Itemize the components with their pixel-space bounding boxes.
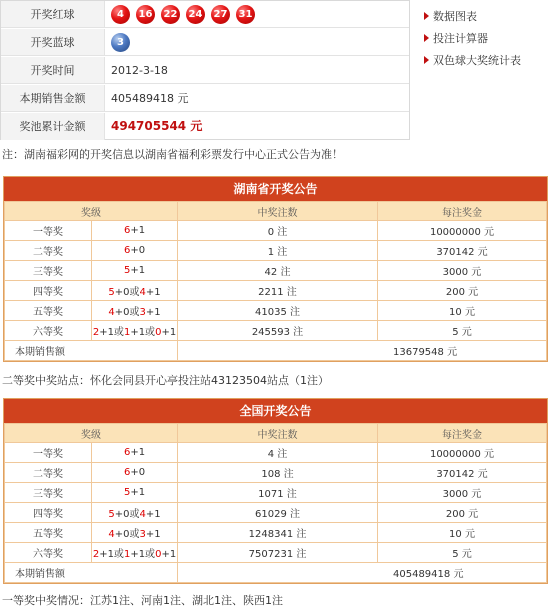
rule-segment: +1或 <box>99 327 124 338</box>
rule-segment: 4 <box>139 509 146 520</box>
prize-level: 五等奖 <box>5 523 92 543</box>
winner-count: 245593 注 <box>178 321 378 341</box>
prize-level: 四等奖 <box>5 503 92 523</box>
rule-segment: 2 <box>92 327 100 338</box>
winner-count: 0 注 <box>178 221 378 241</box>
hunan-title: 湖南省开奖公告 <box>4 177 547 201</box>
blue-ball: 3 <box>111 33 130 52</box>
national-winning-info: 一等奖中奖情况：江苏1注、河南1注、湖北1注、陕西1注 <box>2 594 283 607</box>
rule-segment: 6 <box>123 225 131 236</box>
arrow-icon <box>424 34 429 42</box>
prize-amount: 3000 元 <box>378 483 547 503</box>
winner-count: 42 注 <box>178 261 378 281</box>
draw-summary <box>0 0 410 140</box>
winner-count: 1071 注 <box>178 483 378 503</box>
prize-level: 六等奖 <box>5 543 92 563</box>
col-header-level: 奖级 <box>5 424 178 443</box>
prize-amount: 200 元 <box>378 503 547 523</box>
national-announcement <box>3 398 548 584</box>
rule-segment: +0或 <box>114 307 140 318</box>
rule-segment: +0 <box>130 467 146 478</box>
national-table <box>4 423 547 583</box>
hunan-announcement <box>3 176 548 362</box>
red-balls <box>111 5 261 24</box>
rule-segment: 5 <box>108 287 115 298</box>
rule-segment: 1 <box>123 549 131 560</box>
prize-rule <box>92 523 178 543</box>
hunan-header-row <box>5 202 547 221</box>
hunan-sales-row <box>5 341 547 361</box>
prize-amount: 370142 元 <box>378 241 547 261</box>
prize-rule <box>92 483 178 503</box>
rule-segment: +1 <box>161 549 177 560</box>
prize-row <box>5 261 547 281</box>
rule-segment: 6 <box>123 467 131 478</box>
winner-count: 2211 注 <box>178 281 378 301</box>
blue-ball-row <box>1 29 409 56</box>
rule-segment: +0 <box>130 245 146 256</box>
prize-rule <box>92 281 178 301</box>
rule-segment: 1 <box>123 327 131 338</box>
prize-rule <box>92 321 178 341</box>
prize-level: 三等奖 <box>5 483 92 503</box>
pool-label: 奖池累计金额 <box>1 113 105 140</box>
sales-label: 本期销售金额 <box>1 85 105 111</box>
prize-amount: 5 元 <box>378 543 547 563</box>
jackpot-stats-link-label: 双色球大奖统计表 <box>433 54 521 67</box>
prize-level: 六等奖 <box>5 321 92 341</box>
prize-amount: 10000000 元 <box>378 443 547 463</box>
red-ball-label: 开奖红球 <box>1 1 105 27</box>
hunan-sales-label: 本期销售额 <box>5 341 178 361</box>
national-title: 全国开奖公告 <box>4 399 547 423</box>
draw-date-row <box>1 57 409 84</box>
red-ball: 31 <box>236 5 255 24</box>
rule-segment: 4 <box>108 307 115 318</box>
prize-row <box>5 281 547 301</box>
red-ball: 24 <box>186 5 205 24</box>
prize-row <box>5 301 547 321</box>
rule-segment: 2 <box>92 549 100 560</box>
winner-count: 7507231 注 <box>178 543 378 563</box>
national-sales-value: 405489418 元 <box>178 563 547 583</box>
rule-segment: +0或 <box>114 287 140 298</box>
data-chart-link-label: 数据图表 <box>433 10 477 23</box>
prize-rule <box>92 463 178 483</box>
prize-rule <box>92 503 178 523</box>
rule-segment: +1 <box>145 287 161 298</box>
prize-rule <box>92 241 178 261</box>
rule-segment: +1 <box>130 265 146 276</box>
prize-level: 二等奖 <box>5 241 92 261</box>
red-ball: 4 <box>111 5 130 24</box>
rule-segment: 5 <box>108 509 115 520</box>
arrow-icon <box>424 12 429 20</box>
rule-segment: +1 <box>145 509 161 520</box>
bet-calculator-link[interactable] <box>424 28 521 50</box>
col-header-level: 奖级 <box>5 202 178 221</box>
prize-row <box>5 483 547 503</box>
prize-level: 五等奖 <box>5 301 92 321</box>
prize-level: 一等奖 <box>5 221 92 241</box>
winner-count: 4 注 <box>178 443 378 463</box>
prize-row <box>5 443 547 463</box>
national-header-row <box>5 424 547 443</box>
col-header-count: 中奖注数 <box>178 202 378 221</box>
rule-segment: 5 <box>123 487 131 498</box>
hunan-winning-site: 二等奖中奖站点：怀化会同县开心亭投注站43123504站点（1注） <box>2 374 329 387</box>
prize-level: 一等奖 <box>5 443 92 463</box>
prize-rule <box>92 543 178 563</box>
rule-segment: 6 <box>123 447 131 458</box>
col-header-prize: 每注奖金 <box>378 202 547 221</box>
prize-rule <box>92 301 178 321</box>
winner-count: 1248341 注 <box>178 523 378 543</box>
winner-count: 108 注 <box>178 463 378 483</box>
prize-row <box>5 321 547 341</box>
prize-amount: 200 元 <box>378 281 547 301</box>
rule-segment: 5 <box>123 265 131 276</box>
prize-amount: 370142 元 <box>378 463 547 483</box>
rule-segment: +0或 <box>114 509 140 520</box>
prize-row <box>5 503 547 523</box>
rule-segment: 3 <box>139 529 146 540</box>
rule-segment: 0 <box>155 549 162 560</box>
hunan-table <box>4 201 547 361</box>
draw-date-label: 开奖时间 <box>1 57 105 83</box>
prize-amount: 10000000 元 <box>378 221 547 241</box>
prize-level: 三等奖 <box>5 261 92 281</box>
national-sales-label: 本期销售额 <box>5 563 178 583</box>
rule-segment: 4 <box>108 529 115 540</box>
quick-links <box>424 6 521 72</box>
prize-rule <box>92 443 178 463</box>
jackpot-stats-link[interactable] <box>424 50 521 72</box>
data-chart-link[interactable] <box>424 6 521 28</box>
red-ball: 27 <box>211 5 230 24</box>
arrow-icon <box>424 56 429 64</box>
red-ball-row <box>1 1 409 28</box>
rule-segment: 4 <box>139 287 146 298</box>
rule-segment: +1或 <box>130 549 156 560</box>
prize-level: 二等奖 <box>5 463 92 483</box>
prize-row <box>5 543 547 563</box>
prize-amount: 5 元 <box>378 321 547 341</box>
disclaimer-note: 注：湖南福彩网的开奖信息以湖南省福利彩票发行中心正式公告为准！ <box>2 148 343 161</box>
rule-segment: +1或 <box>130 327 156 338</box>
prize-amount: 3000 元 <box>378 261 547 281</box>
rule-segment: +0或 <box>114 529 140 540</box>
pool-amount: 494705544 元 <box>111 119 203 133</box>
rule-segment: +1 <box>130 487 146 498</box>
rule-segment: +1 <box>130 225 146 236</box>
blue-balls <box>111 33 136 52</box>
col-header-prize: 每注奖金 <box>378 424 547 443</box>
draw-date: 2012-3-18 <box>111 64 168 77</box>
national-sales-row <box>5 563 547 583</box>
prize-rule <box>92 261 178 281</box>
rule-segment: 6 <box>123 245 131 256</box>
prize-row <box>5 221 547 241</box>
winner-count: 41035 注 <box>178 301 378 321</box>
blue-ball-label: 开奖蓝球 <box>1 29 105 55</box>
prize-row <box>5 523 547 543</box>
prize-amount: 10 元 <box>378 301 547 321</box>
rule-segment: +1 <box>130 447 146 458</box>
pool-row <box>1 113 409 140</box>
rule-segment: +1 <box>145 307 161 318</box>
prize-row <box>5 463 547 483</box>
bet-calculator-link-label: 投注计算器 <box>433 32 488 45</box>
red-ball: 22 <box>161 5 180 24</box>
rule-segment: +1 <box>145 529 161 540</box>
sales-amount: 405489418 元 <box>111 92 189 105</box>
prize-rule <box>92 221 178 241</box>
sales-row <box>1 85 409 112</box>
hunan-sales-value: 13679548 元 <box>178 341 547 361</box>
rule-segment: 0 <box>155 327 162 338</box>
winner-count: 1 注 <box>178 241 378 261</box>
rule-segment: +1 <box>161 327 177 338</box>
prize-amount: 10 元 <box>378 523 547 543</box>
col-header-count: 中奖注数 <box>178 424 378 443</box>
rule-segment: +1或 <box>99 549 124 560</box>
red-ball: 16 <box>136 5 155 24</box>
prize-level: 四等奖 <box>5 281 92 301</box>
rule-segment: 3 <box>139 307 146 318</box>
prize-row <box>5 241 547 261</box>
winner-count: 61029 注 <box>178 503 378 523</box>
